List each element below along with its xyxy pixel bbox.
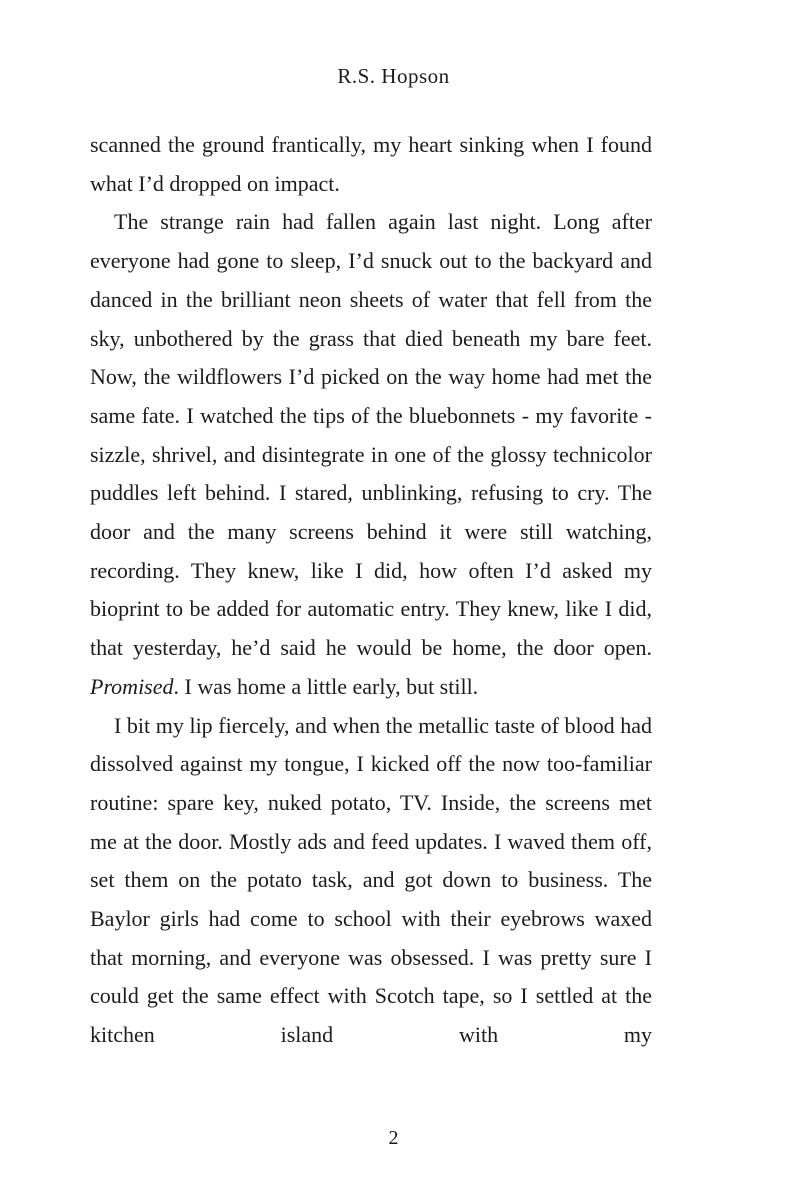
italic-word: Promised (90, 673, 174, 699)
body-text (90, 126, 652, 1055)
author-name: R.S. Hopson (337, 64, 450, 88)
paragraph-tail: . I was home a little early, but still. (173, 673, 479, 699)
page-number: 2 (388, 1127, 399, 1149)
paragraph-bit-my-lip: I bit my lip fiercely, and when the metallic taste of blood had dissolved against my tongue, I kicked off the now too-familiar routine: spare key, nuked potato, TV. Inside, the screens met me at the door. Mostly ads and feed updates. I waved them off, set them on the potato task, and got down to business. The Baylor girls had come to school with their eyebrows waxed that morning, and everyone was obsessed. I was pretty sure I could get the same effect with Scotch tape, so I settled at the kitchen island with my (90, 712, 652, 1048)
paragraph-strange-rain (90, 203, 652, 706)
paragraph-continued: scanned the ground frantically, my heart sinking when I found what I’d dropped on impact. (90, 132, 652, 196)
paragraph-text: The strange rain had fallen again last night. Long after everyone had gone to sleep, I’d snuck out to the backyard and danced in the brilliant neon sheets of water that fell from the sky, unbothered by the grass that died beneath my bare feet. Now, the wildflowers I’d picked on the way home had met the same fate. I watched the tips of the bluebonnets - my favorite - sizzle, shrivel, and disintegrate in one of the glossy technicolor puddles left behind. I stared, unblinking, refusing to cry. The door and the many screens behind it were still watching, recording. They knew, like I did, how often I’d asked my bioprint to be added for automatic entry. They knew, like I did, that yesterday, he’d said he would be home, the door open. (90, 209, 652, 661)
running-header (0, 62, 787, 90)
